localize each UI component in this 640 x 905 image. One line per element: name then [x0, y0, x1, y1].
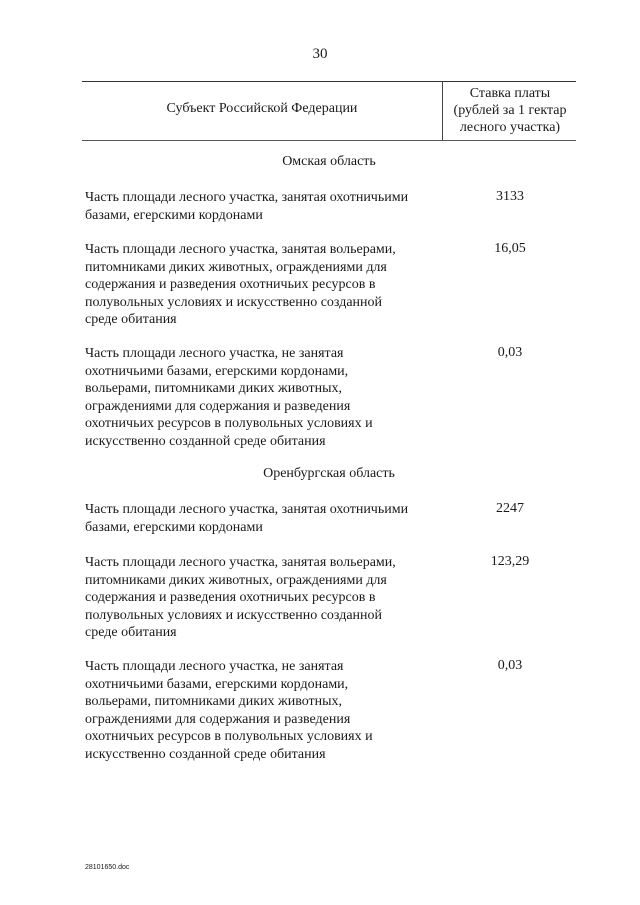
- header-rate-label: [444, 85, 576, 136]
- row-description: [85, 554, 440, 642]
- row-description-line: искусственно созданной среде обитания: [85, 433, 326, 449]
- row-description-line: полувольных условиях и искусственно созданной: [85, 294, 383, 310]
- row-description-line: базами, егерскими кордонами: [85, 207, 263, 223]
- row-description-line: базами, егерскими кордонами: [85, 519, 263, 535]
- row-rate: 0,03: [497, 345, 523, 360]
- row-description-line: охотничьих ресурсов в полувольных условиях и: [85, 416, 373, 431]
- row-description-line: вольерами, питомниками диких животных,: [85, 381, 343, 396]
- row-rate: 3133: [496, 189, 524, 204]
- header-rate-line: (рублей за 1 гектар: [453, 103, 567, 118]
- row-description-line: Часть площади лесного участка, не занятая: [85, 346, 344, 361]
- header-rate-line: Ставка платы: [469, 86, 551, 101]
- row-description-line: питомниками диких животных, ограждениями для: [85, 572, 387, 588]
- region-heading: Оренбургская область: [263, 466, 395, 481]
- page-number: 30: [312, 46, 328, 62]
- row-description: [85, 241, 440, 329]
- row-description: [85, 345, 440, 450]
- row-rate: 16,05: [494, 241, 526, 256]
- footer-document-code: 28101650.doc: [85, 864, 130, 871]
- row-rate: 123,29: [490, 554, 530, 569]
- row-rate: 0,03: [497, 658, 523, 673]
- row-description-line: Часть площади лесного участка, не занятая: [85, 659, 344, 674]
- row-description: [85, 658, 440, 763]
- table-top-rule: [82, 81, 576, 82]
- row-rate: 2247: [496, 501, 524, 516]
- row-description-line: охотничьими базами, егерскими кордонами,: [85, 363, 349, 379]
- row-description-line: среде обитания: [85, 312, 177, 327]
- row-description: [85, 501, 440, 536]
- row-description-line: содержания и разведения охотничьих ресурсов в: [85, 590, 376, 605]
- row-description-line: искусственно созданной среде обитания: [85, 746, 326, 762]
- row-description-line: охотничьими базами, егерскими кордонами,: [85, 676, 349, 692]
- row-description: [85, 189, 440, 224]
- row-description-line: содержания и разведения охотничьих ресурсов в: [85, 277, 376, 292]
- row-description-line: Часть площади лесного участка, занятая охотничьими: [85, 502, 409, 517]
- row-description-line: охотничьих ресурсов в полувольных условиях и: [85, 729, 373, 744]
- row-description-line: Часть площади лесного участка, занятая вольерами,: [85, 555, 396, 570]
- table-header-bottom-rule: [82, 140, 576, 141]
- row-description-line: вольерами, питомниками диких животных,: [85, 694, 343, 709]
- row-description-line: Часть площади лесного участка, занятая охотничьими: [85, 190, 409, 205]
- row-description-line: ограждениями для содержания и разведения: [85, 711, 351, 727]
- row-description-line: среде обитания: [85, 625, 177, 640]
- header-column-divider: [442, 81, 443, 140]
- row-description-line: ограждениями для содержания и разведения: [85, 398, 351, 414]
- row-description-line: полувольных условиях и искусственно созданной: [85, 607, 383, 623]
- row-description-line: питомниками диких животных, ограждениями для: [85, 259, 387, 275]
- region-heading: Омская область: [282, 154, 376, 169]
- header-subject-label: Субъект Российской Федерации: [166, 101, 358, 116]
- header-rate-line: лесного участка): [459, 120, 561, 135]
- row-description-line: Часть площади лесного участка, занятая вольерами,: [85, 242, 396, 257]
